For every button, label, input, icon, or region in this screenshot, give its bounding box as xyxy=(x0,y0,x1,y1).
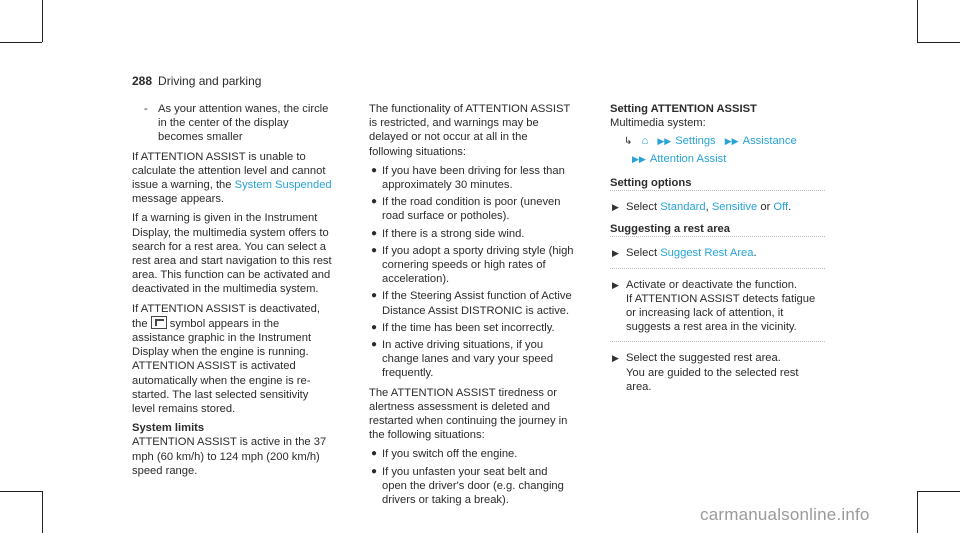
divider xyxy=(610,268,825,269)
multimedia-label: Multimedia system: xyxy=(610,117,706,130)
menu-attention-assist[interactable]: Attention Assist xyxy=(649,152,727,165)
crop-mark xyxy=(42,491,43,533)
situation-list xyxy=(369,164,574,381)
paragraph: If a warning is given in the Instrument Display, the multimedia system offers to search for a rest area. You can select a rest area and start navigation to this rest area. This function can be activated and deactivated in the multimedia system. xyxy=(132,212,332,296)
paragraph: The ATTENTION ASSIST tiredness or alertness assessment is deleted and restarted when continuing the journey in the following situations: xyxy=(369,386,568,442)
step-arrow-icon: ▶ xyxy=(612,279,619,290)
step-select-rest-area: ▶ Select the suggested rest area. You are guided to the selected rest area. xyxy=(612,352,799,393)
divider xyxy=(610,341,825,342)
list-item: ● If you switch off the engine. xyxy=(371,448,518,461)
column-middle xyxy=(369,102,574,512)
paragraph: The functionality of ATTENTION ASSIST is restricted, and warnings may be delayed or not occur at all in the following situations: xyxy=(369,103,571,158)
paragraph xyxy=(132,150,332,207)
crop-mark xyxy=(42,0,43,42)
column-left xyxy=(132,102,332,483)
step-arrow-icon: ▶ xyxy=(612,248,619,259)
divider xyxy=(610,190,825,191)
option-suggest-rest-area[interactable]: Suggest Rest Area xyxy=(660,247,754,260)
crop-mark xyxy=(917,42,960,43)
crop-mark xyxy=(917,491,918,533)
menu-path xyxy=(610,134,825,149)
step-arrow-icon: ▶ xyxy=(612,202,619,213)
list-item: ● If you have been driving for less than approximately 30 minutes. xyxy=(371,164,565,192)
setting-heading: Setting ATTENTION ASSIST xyxy=(610,103,757,115)
text: message appears. xyxy=(132,193,225,206)
watermark: carmanualsonline.info xyxy=(700,505,870,524)
setting-options-heading: Setting options xyxy=(610,176,692,189)
menu-assistance[interactable]: Assistance xyxy=(742,135,797,148)
page-header xyxy=(132,74,261,88)
text: If ATTENTION ASSIST is unable to calculate the attention level and cannot issue a warning, the xyxy=(132,150,326,192)
crop-mark xyxy=(917,0,918,42)
system-suspended-message: System Suspended xyxy=(234,179,332,192)
reset-list xyxy=(369,447,574,507)
system-limits-heading: System limits xyxy=(132,422,205,435)
suggest-heading: Suggesting a rest area xyxy=(610,223,730,236)
paragraph: ATTENTION ASSIST is active in the 37 mph (60 km/h) to 124 mph (200 km/h) speed range. xyxy=(132,436,327,477)
text: If ATTENTION ASSIST is deactivated, the xyxy=(132,302,320,330)
chevron-right-icon: ▶▶ xyxy=(724,136,739,147)
menu-path-continued xyxy=(610,152,825,166)
paragraph xyxy=(132,302,332,417)
text: symbol appears in the assistance graphic in the Instrument Display when the engine is running. ATTENTION ASSIST is activated automatically when the engine is re-started. The last selected sensitivity level remains stored. xyxy=(132,317,312,416)
step-activate: ▶ Activate or deactivate the function. If ATTENTION ASSIST detects fatigue or increasing lack of attention, it suggests a rest area in the vicinity. xyxy=(612,278,816,334)
crop-mark xyxy=(0,42,42,43)
list-item: ● If you adopt a sporty driving style (high cornering speeds or high rates of acceleration). xyxy=(371,244,574,286)
list-item: ● If the road condition is poor (uneven road surface or potholes). xyxy=(371,196,561,223)
path-arrow-icon: ↳ xyxy=(624,136,633,148)
step-suggest: ▶ Select Suggest Rest Area. xyxy=(612,247,757,260)
attention-assist-off-icon xyxy=(151,316,167,329)
crop-mark xyxy=(917,491,960,492)
option-standard[interactable]: Standard xyxy=(660,201,706,214)
column-right xyxy=(610,102,825,401)
list-item: ● If you unfasten your seat belt and open the driver's door (e.g. changing drivers or taking a break). xyxy=(371,465,564,507)
chevron-right-icon: ▶▶ xyxy=(632,153,646,164)
list-item: ● If the Steering Assist function of Active Distance Assist DISTRONIC is active. xyxy=(371,290,572,317)
dash-item: - As your attention wanes, the circle in the center of the display becomes smaller xyxy=(132,102,332,145)
divider xyxy=(610,236,825,237)
section-title: Driving and parking xyxy=(158,74,262,88)
step-arrow-icon: ▶ xyxy=(612,353,619,364)
home-icon[interactable]: ⌂ xyxy=(641,135,649,148)
list-item: ● If there is a strong side wind. xyxy=(371,227,525,240)
list-item: ● In active driving situations, if you change lanes and vary your speed frequently. xyxy=(371,339,554,380)
page-number: 288 xyxy=(132,74,153,88)
step-select-option: ▶ Select Standard, Sensitive or Off. xyxy=(612,201,792,214)
menu-settings[interactable]: Settings xyxy=(675,135,716,148)
list-item: ● If the time has been set incorrectly. xyxy=(371,321,555,334)
crop-mark xyxy=(0,491,42,492)
option-off[interactable]: Off xyxy=(773,201,789,214)
option-sensitive[interactable]: Sensitive xyxy=(711,201,758,214)
chevron-right-icon: ▶▶ xyxy=(657,136,672,147)
